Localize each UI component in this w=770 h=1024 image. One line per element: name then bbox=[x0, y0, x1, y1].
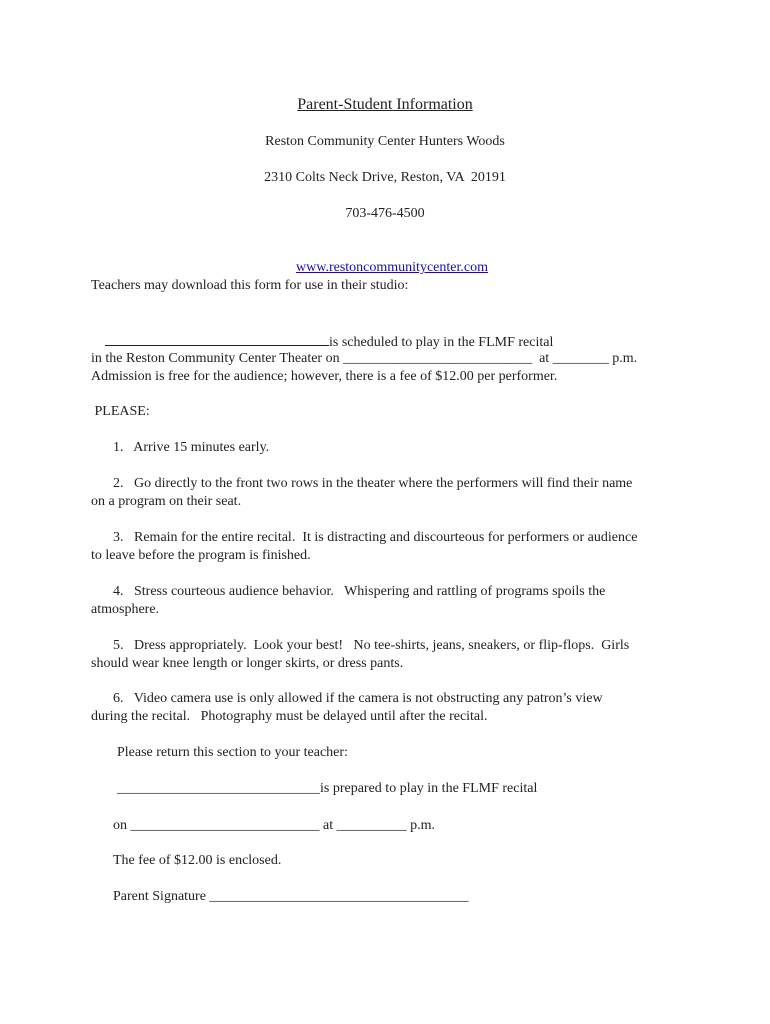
intro-text: Teachers may download this form for use in their studio: bbox=[91, 278, 409, 293]
rule-1: 1. Arrive 15 minutes early. bbox=[113, 440, 270, 455]
fee-line: The fee of $12.00 is enclosed. bbox=[113, 853, 282, 868]
rule-2-line-1: 2. Go directly to the front two rows in the theater where the performers will find their name bbox=[113, 476, 633, 491]
on-date-line: on ___________________________ at __________ p.m. bbox=[113, 818, 435, 833]
rule-2-line-2: on a program on their seat. bbox=[91, 494, 242, 509]
return-heading: Please return this section to your teacher: bbox=[117, 745, 348, 760]
admission-line: Admission is free for the audience; however, there is a fee of $12.00 per performer. bbox=[91, 369, 558, 384]
website-link[interactable]: www.restoncommunitycenter.com bbox=[296, 260, 488, 275]
signature-line: Parent Signature _____________________________________ bbox=[113, 889, 469, 904]
please-label: PLEASE: bbox=[91, 404, 150, 419]
rule-5-line-1: 5. Dress appropriately. Look your best! No tee-shirts, jeans, sneakers, or flip-flops. Girls bbox=[113, 638, 630, 653]
scheduled-text: is scheduled to play in the FLMF recital bbox=[329, 335, 554, 350]
page-title: Parent-Student Information bbox=[297, 96, 473, 113]
rule-4-line-1: 4. Stress courteous audience behavior. Whispering and rattling of programs spoils the bbox=[113, 584, 606, 599]
rule-6-line-1: 6. Video camera use is only allowed if the camera is not obstructing any patron’s view bbox=[113, 691, 603, 706]
prepared-line: _____________________________is prepared to play in the FLMF recital bbox=[117, 781, 538, 796]
rule-4-line-2: atmosphere. bbox=[91, 602, 160, 617]
student-name-blank[interactable] bbox=[105, 332, 329, 346]
venue-phone: 703-476-4500 bbox=[345, 206, 425, 221]
rule-6-line-2: during the recital. Photography must be delayed until after the recital. bbox=[91, 709, 488, 724]
rule-3-line-1: 3. Remain for the entire recital. It is distracting and discourteous for performers or audience bbox=[113, 530, 638, 545]
theater-line: in the Reston Community Center Theater on ___________________________ at ________ p.m. bbox=[91, 351, 638, 366]
venue-address: 2310 Colts Neck Drive, Reston, VA 20191 bbox=[264, 170, 506, 185]
venue-name: Reston Community Center Hunters Woods bbox=[265, 134, 505, 149]
rule-3-line-2: to leave before the program is finished. bbox=[91, 548, 311, 563]
rule-5-line-2: should wear knee length or longer skirts, or dress pants. bbox=[91, 656, 404, 671]
